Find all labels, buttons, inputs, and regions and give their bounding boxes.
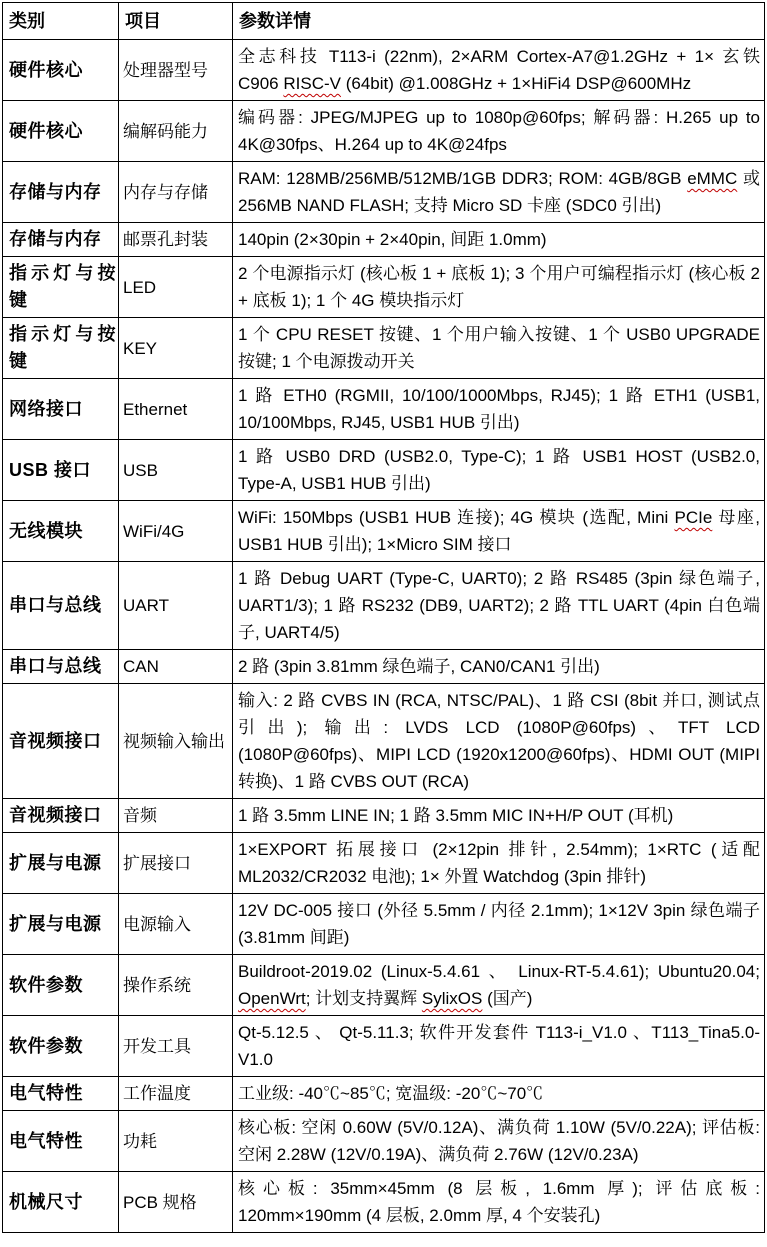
category-cell: 电气特性 [3,1077,119,1111]
table-row [3,501,765,562]
detail-cell: Qt-5.12.5 、 Qt-5.11.3; 软件开发套件 T113-i_V1.0 、T113_Tina5.0-V1.0 [233,1016,765,1077]
table-row [3,955,765,1016]
detail-cell: 全志科技 T113-i (22nm), 2×ARM Cortex-A7@1.2GHz + 1× 玄铁 C906 RISC-V (64bit) @1.008GHz + 1×HiFi4 DSP@600MHz [233,40,765,101]
table-row [3,1077,765,1111]
detail-cell: 1 路 3.5mm LINE IN; 1 路 3.5mm MIC IN+H/P OUT (耳机) [233,799,765,833]
item-cell: PCB 规格 [119,1172,233,1233]
category-cell: 软件参数 [3,1016,119,1077]
item-cell: 电源输入 [119,894,233,955]
detail-cell: 1 路 Debug UART (Type-C, UART0); 2 路 RS485 (3pin 绿色端子, UART1/3); 1 路 RS232 (DB9, UART2); 2 路 TTL UART (4pin 白色端子, UART4/5) [233,562,765,650]
category-cell: 串口与总线 [3,562,119,650]
item-cell: CAN [119,650,233,684]
detail-cell: 2 个电源指示灯 (核心板 1 + 底板 1); 3 个用户可编程指示灯 (核心板 2 + 底板 1); 1 个 4G 模块指示灯 [233,257,765,318]
detail-cell: 1 路 ETH0 (RGMII, 10/100/1000Mbps, RJ45); 1 路 ETH1 (USB1, 10/100Mbps, RJ45, USB1 HUB 引出) [233,379,765,440]
detail-cell: 140pin (2×30pin + 2×40pin, 间距 1.0mm) [233,223,765,257]
category-cell: 音视频接口 [3,799,119,833]
detail-cell: 核心板: 35mm×45mm (8 层板, 1.6mm 厚); 评估底板: 120mm×190mm (4 层板, 2.0mm 厚, 4 个安装孔) [233,1172,765,1233]
spellcheck-word: PCIe [674,508,713,527]
category-cell: 网络接口 [3,379,119,440]
category-cell: 机械尺寸 [3,1172,119,1233]
item-cell: WiFi/4G [119,501,233,562]
item-cell: UART [119,562,233,650]
item-cell: 邮票孔封装 [119,223,233,257]
table-row [3,40,765,101]
table-row [3,799,765,833]
item-cell: 工作温度 [119,1077,233,1111]
category-cell: 存储与内存 [3,162,119,223]
category-cell: 串口与总线 [3,650,119,684]
spellcheck-word: OpenWrt [238,989,306,1008]
category-cell: 存储与内存 [3,223,119,257]
table-row [3,894,765,955]
table-row [3,257,765,318]
header-category: 类别 [3,3,119,40]
item-cell: 内存与存储 [119,162,233,223]
table-row [3,101,765,162]
item-cell: 处理器型号 [119,40,233,101]
detail-cell: 12V DC-005 接口 (外径 5.5mm / 内径 2.1mm); 1×12V 3pin 绿色端子 (3.81mm 间距) [233,894,765,955]
spec-table [2,2,765,1233]
header-detail: 参数详情 [233,3,765,40]
table-row [3,1111,765,1172]
detail-cell: RAM: 128MB/256MB/512MB/1GB DDR3; ROM: 4GB/8GB eMMC 或 256MB NAND FLASH; 支持 Micro SD 卡座 (SDC0 引出) [233,162,765,223]
item-cell: 音频 [119,799,233,833]
detail-cell: 核心板: 空闲 0.60W (5V/0.12A)、满负荷 1.10W (5V/0.22A); 评估板: 空闲 2.28W (12V/0.19A)、满负荷 2.76W (12V/0.23A) [233,1111,765,1172]
detail-cell: 2 路 (3pin 3.81mm 绿色端子, CAN0/CAN1 引出) [233,650,765,684]
item-cell: USB [119,440,233,501]
item-cell: 编解码能力 [119,101,233,162]
item-cell: KEY [119,318,233,379]
item-cell: 视频输入输出 [119,684,233,799]
category-cell: 扩展与电源 [3,833,119,894]
table-row [3,562,765,650]
detail-cell: 编码器: JPEG/MJPEG up to 1080p@60fps; 解码器: H.265 up to 4K@30fps、H.264 up to 4K@24fps [233,101,765,162]
spellcheck-word: RISC-V [283,74,341,93]
item-cell: LED [119,257,233,318]
detail-cell: 输入: 2 路 CVBS IN (RCA, NTSC/PAL)、1 路 CSI (8bit 并口, 测试点引出); 输出: LVDS LCD (1080P@60fps)、TFT LCD (1080P@60fps)、MIPI LCD (1920x1200@60fps)、HDMI OUT (MIPI 转换)、1 路 CVBS OUT (RCA) [233,684,765,799]
table-row [3,650,765,684]
category-cell: USB 接口 [3,440,119,501]
category-cell: 音视频接口 [3,684,119,799]
item-cell: Ethernet [119,379,233,440]
detail-cell: WiFi: 150Mbps (USB1 HUB 连接); 4G 模块 (选配, Mini PCIe 母座, USB1 HUB 引出); 1×Micro SIM 接口 [233,501,765,562]
spellcheck-word: SylixOS [421,989,483,1008]
spec-table-header [3,3,765,40]
detail-cell: 1 路 USB0 DRD (USB2.0, Type-C); 1 路 USB1 HOST (USB2.0, Type-A, USB1 HUB 引出) [233,440,765,501]
item-cell: 操作系统 [119,955,233,1016]
table-row [3,162,765,223]
table-row [3,1016,765,1077]
category-cell: 扩展与电源 [3,894,119,955]
category-cell: 硬件核心 [3,101,119,162]
table-row [3,684,765,799]
table-row [3,440,765,501]
item-cell: 扩展接口 [119,833,233,894]
detail-cell: 工业级: -40℃~85℃; 宽温级: -20℃~70℃ [233,1077,765,1111]
header-item: 项目 [119,3,233,40]
category-cell: 指示灯与按键 [3,257,119,318]
detail-cell: 1×EXPORT 拓展接口 (2×12pin 排针, 2.54mm); 1×RTC (适配 ML2032/CR2032 电池); 1× 外置 Watchdog (3pin 排针) [233,833,765,894]
category-cell: 指示灯与按键 [3,318,119,379]
table-row [3,833,765,894]
detail-cell: 1 个 CPU RESET 按键、1 个用户输入按键、1 个 USB0 UPGRADE 按键; 1 个电源拨动开关 [233,318,765,379]
table-row [3,318,765,379]
category-cell: 无线模块 [3,501,119,562]
detail-cell: Buildroot-2019.02 (Linux-5.4.61 、 Linux-RT-5.4.61); Ubuntu20.04; OpenWrt; 计划支持翼辉 SylixOS (国产) [233,955,765,1016]
category-cell: 硬件核心 [3,40,119,101]
table-row [3,379,765,440]
spellcheck-word: eMMC [687,169,738,188]
item-cell: 功耗 [119,1111,233,1172]
spec-table-body [3,40,765,1233]
category-cell: 软件参数 [3,955,119,1016]
table-row [3,1172,765,1233]
header-row [3,3,765,40]
item-cell: 开发工具 [119,1016,233,1077]
table-row [3,223,765,257]
category-cell: 电气特性 [3,1111,119,1172]
